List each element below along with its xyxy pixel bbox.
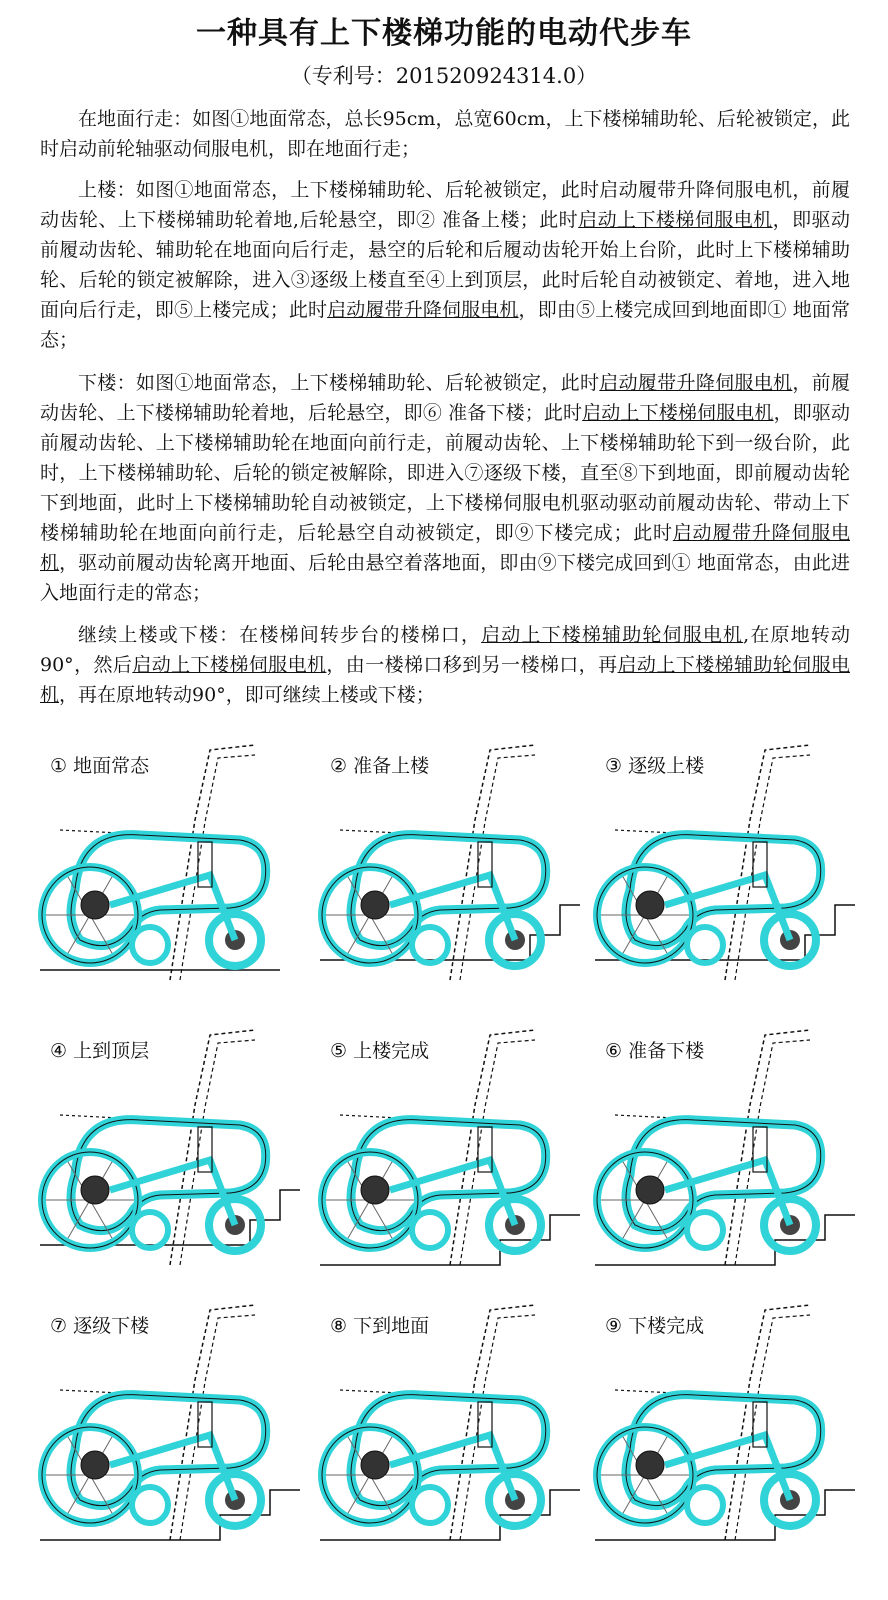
diagram-panel-9 bbox=[595, 1305, 855, 1540]
track-sprocket bbox=[636, 1451, 664, 1479]
p2-text-c: ，即由⑤上楼完成回到地面即① 地面常态； bbox=[40, 299, 850, 351]
paragraph-going-downstairs bbox=[40, 368, 850, 608]
diagram-panel-5 bbox=[320, 1030, 580, 1265]
handle-dashed-inner bbox=[460, 1040, 535, 1265]
diagram-panel-1 bbox=[40, 745, 280, 980]
handle-dashed-inner bbox=[460, 1315, 535, 1540]
p2-text-b: ，即驱动前履动齿轮、辅助轮在地面向后行走，悬空的后轮和后履动齿轮开始上台阶，此时上下楼梯辅助轮、后轮的锁定被解除，进入③逐级上楼直至④上到顶层，此时后轮自动被锁定、着地，进入地面向后行走，即⑤上楼完成；此时 bbox=[40, 209, 850, 321]
p3-underline-2: 启动上下楼梯伺服电机 bbox=[582, 402, 774, 424]
track-sprocket bbox=[636, 1176, 664, 1204]
p2-text-a: 上楼：如图①地面常态，上下楼梯辅助轮、后轮被锁定，此时启动履带升降伺服电机，前履动齿轮、上下楼梯辅助轮着地,后轮悬空，即② 准备上楼；此时 bbox=[40, 179, 850, 231]
diagram-panel-4 bbox=[40, 1030, 300, 1265]
track-sprocket bbox=[81, 891, 109, 919]
panel-label-9: ⑨ 下楼完成 bbox=[605, 1315, 705, 1337]
handle-dashed-inner bbox=[735, 755, 810, 980]
handle-dashed-inner bbox=[460, 755, 535, 980]
p4-underline-3: 启动上下楼梯辅助轮伺服电机 bbox=[40, 654, 850, 706]
p1-text: 在地面行走：如图①地面常态，总长95cm，总宽60cm，上下楼梯辅助轮、后轮被锁定，此时启动前轮轴驱动伺服电机，即在地面行走； bbox=[40, 108, 850, 160]
diagram-panel-7 bbox=[40, 1305, 300, 1540]
track-sprocket bbox=[361, 891, 389, 919]
panel-label-2: ② 准备上楼 bbox=[330, 755, 430, 777]
track-sprocket bbox=[361, 1176, 389, 1204]
diagram-panel-6 bbox=[595, 1030, 855, 1265]
p2-underline-2: 启动履带升降伺服电机 bbox=[327, 299, 519, 321]
handle-dashed-inner bbox=[180, 1040, 255, 1265]
diagram-panel-3 bbox=[595, 745, 855, 980]
panel-label-8: ⑧ 下到地面 bbox=[330, 1315, 430, 1337]
panel-label-3: ③ 逐级上楼 bbox=[605, 755, 705, 777]
diagram-panel-2 bbox=[320, 745, 580, 980]
aux-wheel bbox=[132, 927, 168, 963]
aux-wheel bbox=[132, 1487, 168, 1523]
paragraph-continue-stairs bbox=[40, 620, 850, 710]
paragraph-going-upstairs bbox=[40, 175, 850, 355]
p3-underline-3: 启动履带升降伺服电机 bbox=[40, 522, 850, 574]
aux-wheel bbox=[687, 1487, 723, 1523]
p3-underline-1: 启动履带升降伺服电机 bbox=[599, 372, 793, 394]
track-sprocket bbox=[361, 1451, 389, 1479]
p4-text-a: 继续上楼或下楼：在楼梯间转步台的楼梯口， bbox=[78, 624, 482, 646]
aux-wheel bbox=[132, 1212, 168, 1248]
p4-underline-2: 启动上下楼梯伺服电机 bbox=[132, 654, 327, 676]
panel-label-5: ⑤ 上楼完成 bbox=[330, 1040, 430, 1062]
p2-underline-1: 启动上下楼梯伺服电机 bbox=[578, 209, 773, 231]
track-sprocket bbox=[636, 891, 664, 919]
panel-label-6: ⑥ 准备下楼 bbox=[605, 1040, 705, 1062]
p4-text-d: ，再在原地转动90°，即可继续上楼或下楼； bbox=[59, 684, 435, 706]
aux-wheel bbox=[412, 927, 448, 963]
diagram-panel-8 bbox=[320, 1305, 580, 1540]
p4-underline-1: 启动上下楼梯辅助轮伺服电机 bbox=[481, 624, 744, 646]
page-title: 一种具有上下楼梯功能的电动代步车 bbox=[196, 16, 692, 51]
handle-dashed-inner bbox=[180, 1315, 255, 1540]
paragraph-ground-travel bbox=[40, 104, 850, 164]
panel-label-7: ⑦ 逐级下楼 bbox=[50, 1315, 150, 1337]
track-sprocket bbox=[81, 1176, 109, 1204]
p4-text-b: ,在原地转动90°，然后 bbox=[40, 624, 850, 676]
stair-climbing-diagrams bbox=[0, 730, 888, 1600]
panel-label-1: ① 地面常态 bbox=[50, 755, 150, 777]
aux-wheel bbox=[687, 927, 723, 963]
aux-wheel bbox=[412, 1212, 448, 1248]
track-sprocket bbox=[81, 1451, 109, 1479]
patent-number: （专利号：201520924314.0） bbox=[290, 64, 598, 88]
handle-dashed-inner bbox=[735, 1040, 810, 1265]
aux-wheel bbox=[412, 1487, 448, 1523]
p3-text-d: ，驱动前履动齿轮离开地面、后轮由悬空着落地面，即由⑨下楼完成回到① 地面常态，由此进入地面行走的常态； bbox=[40, 552, 850, 604]
panel-label-4: ④ 上到顶层 bbox=[50, 1040, 150, 1062]
p3-text-b: ，前履动齿轮、上下楼梯辅助轮着地，后轮悬空，即⑥ 准备下楼；此时 bbox=[40, 372, 850, 424]
handle-dashed-inner bbox=[180, 755, 255, 980]
p3-text-a: 下楼：如图①地面常态，上下楼梯辅助轮、后轮被锁定，此时 bbox=[78, 372, 600, 394]
p3-text-c: ，即驱动前履动齿轮、上下楼梯辅助轮在地面向前行走，前履动齿轮、上下楼梯辅助轮下到一级台阶，此时，上下楼梯辅助轮、后轮的锁定被解除，即进入⑦逐级下楼，直至⑧下到地面，即前履动齿轮下到地面，此时上下楼梯辅助轮自动被锁定，上下楼梯伺服电机驱动驱动前履动齿轮、带动上下楼梯辅助轮在地面向前行走，后轮悬空自动被锁定，即⑨下楼完成；此时 bbox=[40, 402, 850, 544]
p4-text-c: ，由一楼梯口移到另一楼梯口，再 bbox=[326, 654, 618, 676]
aux-wheel bbox=[687, 1212, 723, 1248]
handle-dashed-inner bbox=[735, 1315, 810, 1540]
